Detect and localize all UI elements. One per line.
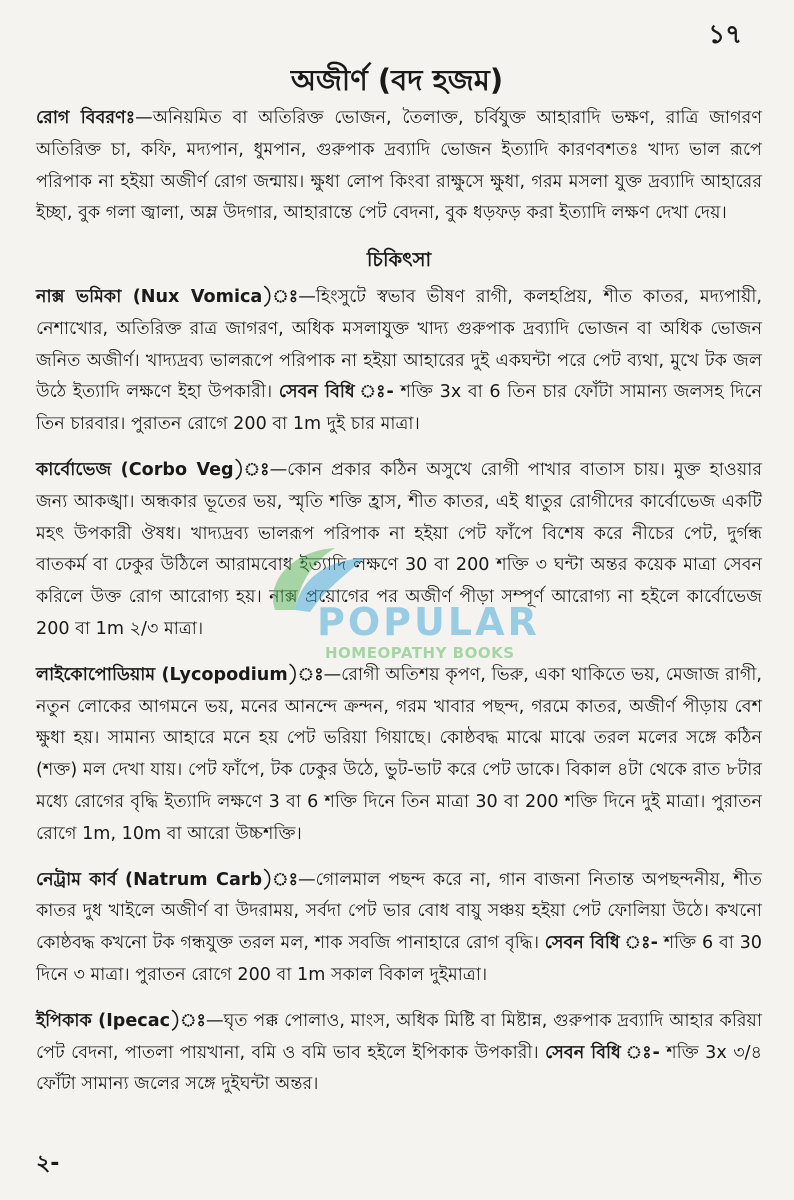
remedy-label: কার্বোভেজ (Corbo Veg)ঃ [36,459,270,480]
remedy-text: —রোগী অতিশয় কৃপণ, ভিরু, একা থাকিতে ভয়, মেজাজ রাগী, নতুন লোকের আগমনে ভয়, মনের আনন্দে ক্রন্দন, গরম খাবার পছন্দ, গরমে কাতর, অজীর্ণ পীড়ায় বেশ ক্ষুধা হয়। সামান্য আহারে মনে হয় পেট ভরিয়া গিয়াছে। কোষ্ঠবদ্ধ মাঝে মাঝে তরল মলের সঙ্গে কঠিন (শক্ত) মল দেখা যায়। পেট ফাঁপে, টক ঢেকুর উঠে, ভুট-ভাট করে পেট ডাকে। বিকাল ৪টা থেকে রাত ৮টার মধ্যে রোগের বৃদ্ধি ইত্যাদি লক্ষণে 3 বা 6 শক্তি দিনে তিন মাত্রা 30 বা 200 শক্তি দিনে দুই মাত্রা। পুরাতন রোগে 1m, 10m বা আরো উচ্চশক্তি। [36,664,762,844]
remedy-natrum-carb [36,865,762,992]
dose-label: সেবন বিধি ঃ- [278,382,394,403]
remedy-label: নেট্রাম কার্ব (Natrum Carb)ঃ [36,869,299,890]
description-label: রোগ বিবরণঃ [36,108,136,128]
dose-text: শক্তি 6 বা 30 দিনে ৩ মাত্রা। পুরাতন রোগে 200 বা 1m সকাল বিকাল দুইমাত্রা। [36,933,762,985]
dose-text: শক্তি 3x ৩/৪ ফোঁটা সামান্য জলের সঙ্গে দুইঘন্টা অন্তর। [36,1042,762,1095]
watermark-line2: HOMEOPATHY BOOKS [325,644,515,662]
description-text: —অনিয়মিত বা অতিরিক্ত ভোজন, তৈলাক্ত, চর্বিযুক্ত আহারাদি ভক্ষণ, রাত্রি জাগরণ অতিরিক্ত চা, কফি, মদ্যপান, ধুমপান, গুরুপাক দ্রব্যাদি ভোজন ইত্যাদি কারণবশতঃ খাদ্য ভাল রূপে পরিপাক না হইয়া অজীর্ণ রোগ জন্মায়। ক্ষুধা লোপ কিংবা রাক্ষুসে ক্ষুধা, গরম মসলা যুক্ত দ্রব্যাদি আহারের ইচ্ছা, বুক গলা জ্বালা, অম্ল উদগার, আহারান্তে পেট বেদনা, বুক ধড়ফড় করা ইত্যাদি লক্ষণ দেখা দেয়। [36,108,762,224]
dose-label: সেবন বিধি ঃ- [544,933,658,954]
remedy-label: নাক্স ভমিকা (Nux Vomica)ঃ [36,286,299,307]
dose-text: শক্তি 3x বা 6 তিন চার ফোঁটা সামান্য জলসহ দিনে তিন চারবার। পুরাতন রোগে 200 বা 1m দুই চার মাত্রা। [36,382,762,435]
dose-label: সেবন বিধি ঃ- [545,1042,660,1063]
page-title: অজীর্ণ (বদ হজম) [290,63,504,97]
remedy-carbo-veg [36,455,762,646]
page-body [36,103,762,1115]
remedy-text: —হিংসুটে স্বভাব ভীষণ রাগী, কলহপ্রিয়, শীত কাতর, মদ্যপায়ী, নেশাখোর, অতিরিক্ত রাত্র জাগরণ, অধিক মসলাযুক্ত খাদ্য গুরুপাক দ্রব্যাদি ভোজন বা অধিক ভোজন জনিত অজীর্ণ। খাদ্যদ্রব্য ভালরূপে পরিপাক না হইয়া আহারের দুই একঘন্টা পরে পেট ব্যথা, মুখে টক জল উঠে ইত্যাদি লক্ষণে ইহা উপকারী। [36,286,762,403]
signature-mark: ২- [36,1151,60,1176]
remedy-text: —গোলমাল পছন্দ করে না, গান বাজনা নিতান্ত অপছন্দনীয়, শীত কাতর দুধ খাইলে অজীর্ণ বা উদরাময়, সর্বদা পেট ভার বোধ বায়ু সঞ্চয় হইয়া পেট ফোলিয়া উঠে। কখনো কোষ্ঠবদ্ধ কখনো টক গন্ধযুক্ত তরল মল, শাক সবজি পানাহারে রোগ বৃদ্ধি। [36,869,762,954]
watermark-line1: POPULAR [317,600,540,644]
treatment-heading: চিকিৎসা [366,248,432,272]
remedy-lycopodium [36,660,762,851]
remedy-nux-vomica [36,282,762,441]
remedy-ipecac [36,1006,762,1101]
page-number: ১৭ [708,20,742,50]
remedy-text: —কোন প্রকার কঠিন অসুখে রোগী পাখার বাতাস চায়। মুক্ত হাওয়ার জন্য আকঙ্খা। অন্ধকার ভূতের ভয়, স্মৃতি শক্তি হ্রাস, শীত কাতর, এই ধাতুর রোগীদের কার্বোভেজ একটি মহৎ উপকারী ঔষধ। খাদ্যদ্রব্য ভালরূপ পরিপাক না হইয়া পেট ফাঁপে বিশেষ করে নীচের পেট, দুর্গন্ধ বাতকর্ম বা ঢেকুর উঠিলে আরামবোধ ইত্যাদি লক্ষণে 30 বা 200 শক্তি ৩ ঘন্টা অন্তর কয়েক মাত্রা সেবন করিলে উক্ত রোগ আরোগ্য হয়। নাক্স প্রয়োগের পর অজীর্ণ পীড়া সম্পূর্ণ আরোগ্য না হইলে কার্বোভেজ 200 বা 1m ২/৩ মাত্রা। [36,459,763,639]
remedy-text: —ঘৃত পক্ক পোলাও, মাংস, অধিক মিষ্টি বা মিষ্টান্ন, গুরুপাক দ্রব্যাদি আহার করিয়া পেট বেদনা, পাতলা পায়খানা, বমি ও বমি ভাব হইলে ইপিকাক উপকারী। [36,1010,762,1063]
disease-description [36,103,762,230]
remedy-label: লাইকোপোডিয়াম (Lycopodium)ঃ [36,664,324,685]
remedy-label: ইপিকাক (Ipecac)ঃ [36,1010,206,1031]
